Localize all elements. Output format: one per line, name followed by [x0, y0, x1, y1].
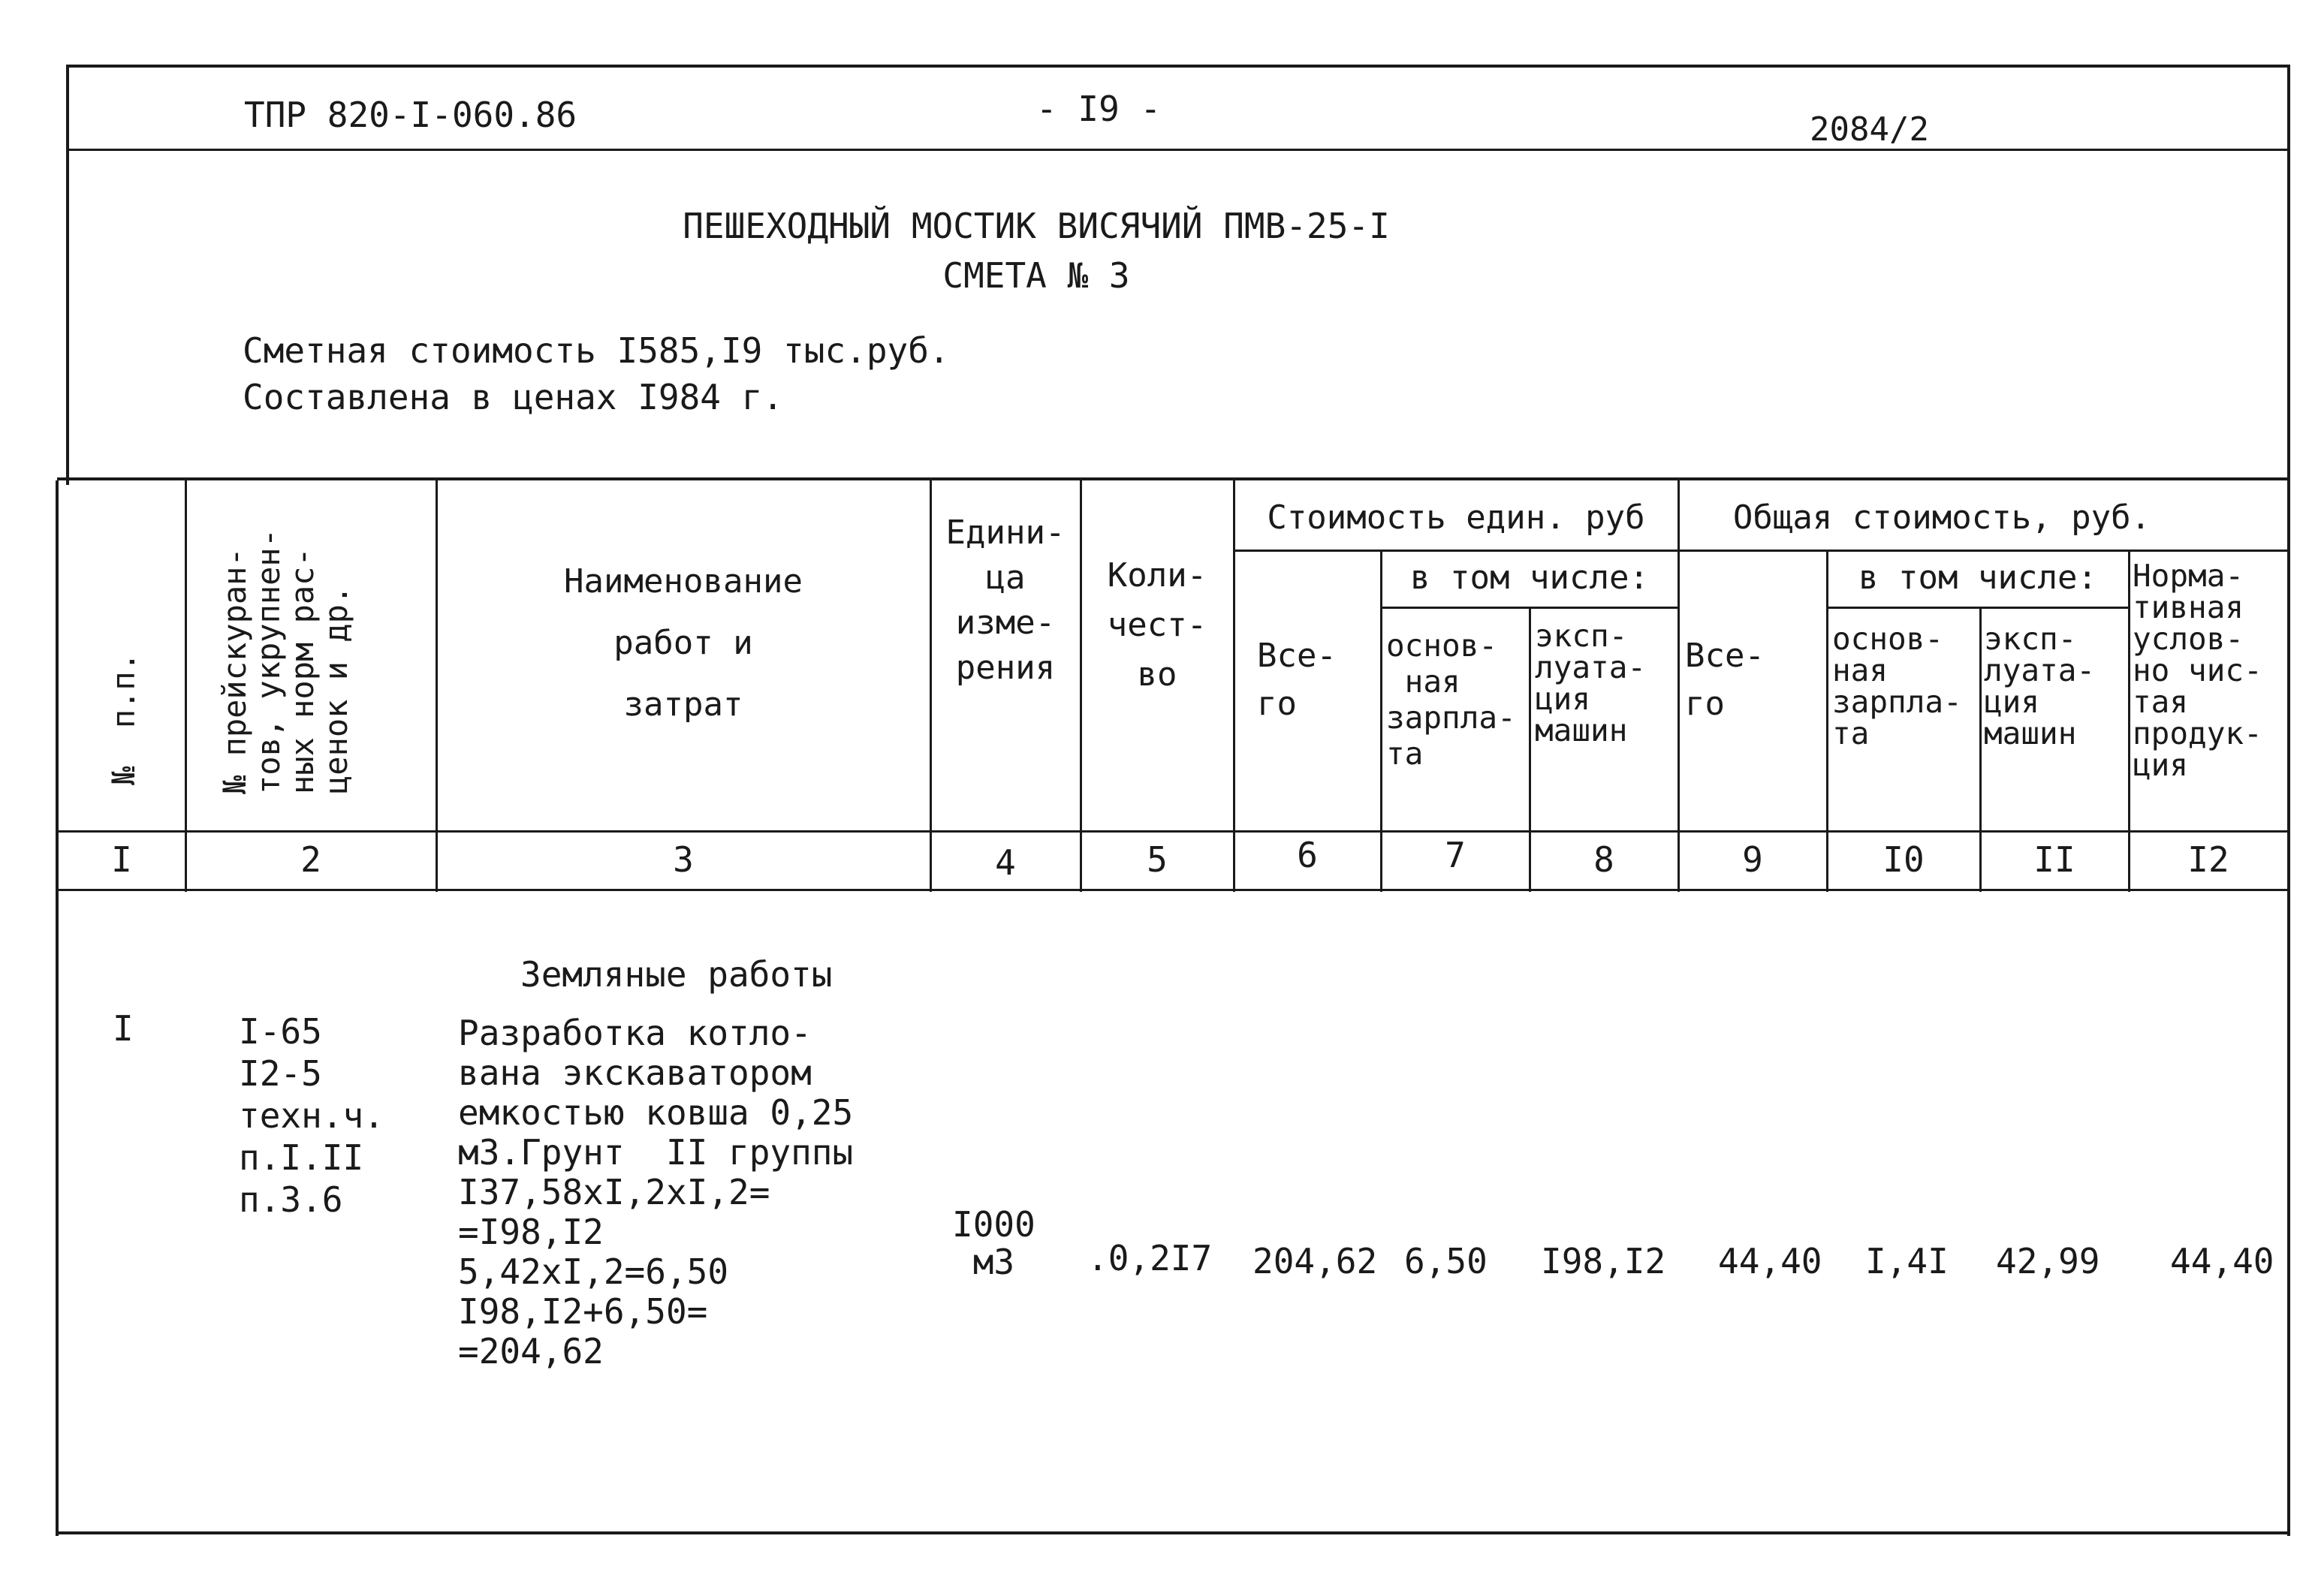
header-work-name: Наименование работ и затрат	[564, 562, 803, 724]
col-number-3: 3	[673, 839, 694, 880]
page-number: - I9 -	[1036, 89, 1162, 129]
header-unit-cost: Стоимость един. руб	[1267, 498, 1645, 537]
header-unit: Едини- ца изме- рения	[945, 513, 1066, 687]
header-total-machine: эксп- луата- ция машин	[1984, 621, 2096, 751]
price-basis: Составлена в ценах I984 г.	[243, 377, 784, 417]
incl-subline-2	[1826, 607, 2130, 609]
table-top	[57, 477, 2290, 480]
row-unit-wage: 6,50	[1404, 1241, 1488, 1281]
header-total-cost-incl: в том числе:	[1858, 559, 2097, 597]
row-price-refs: I-65 I2-5 техн.ч. п.I.II п.3.6	[239, 1011, 384, 1220]
header-total-cost: Общая стоимость, руб.	[1732, 498, 2151, 537]
header-row-number: № п.п.	[105, 652, 142, 785]
header-price-reference: № прейскуран- тов, укрупнен- ных норм рас- ценок и др.	[216, 528, 354, 794]
header-total-wage: основ- ная зарпла- та	[1832, 621, 1962, 751]
document-code: ТПР 820-I-060.86	[244, 95, 577, 135]
header-total: Все- го	[1685, 637, 1765, 723]
row-unit-total: 204,62	[1252, 1241, 1378, 1281]
row-unit-machine: I98,I2	[1541, 1241, 1666, 1281]
row-net-product: 44,40	[2170, 1241, 2274, 1281]
section-title: Земляные работы	[520, 954, 833, 995]
col-number-6: 6	[1297, 835, 1318, 875]
col-number-4: 4	[995, 842, 1016, 883]
col-number-5: 5	[1147, 839, 1168, 880]
header-bottom-line	[57, 830, 2287, 833]
row-total-machine: 42,99	[1996, 1241, 2100, 1281]
header-unit-machine: эксп- луата- ция машин	[1535, 618, 1647, 748]
row-unit: I000 м3	[952, 1204, 1035, 1282]
header-unit-wage: основ- ная зарпла- та	[1386, 628, 1516, 772]
col-number-1: I	[111, 839, 132, 880]
col-number-12: I2	[2187, 839, 2229, 880]
col-number-2: 2	[300, 839, 321, 880]
row-number: I	[113, 1008, 134, 1049]
frame-bottom	[56, 1531, 2290, 1534]
unit-cost-subline	[1233, 550, 2287, 552]
estimated-cost: Сметная стоимость I585,I9 тыс.руб.	[243, 330, 950, 371]
row-quantity: .0,2I7	[1087, 1238, 1213, 1278]
col-number-7: 7	[1445, 835, 1466, 875]
row-total: 44,40	[1718, 1241, 1822, 1281]
row-work-description: Разработка котло- вана экскаватором емкостью ковша 0,25 м3.Грунт II группы I37,58хI,2хI,2= =I98,I2 5,42хI,2=6,50 I98,I2+6,50= =204,62	[458, 1013, 854, 1372]
header-net-product: Норма- тивная услов- но чис- тая продук- ция	[2133, 558, 2262, 783]
estimate-number: СМЕТА № 3	[942, 255, 1130, 296]
incl-subline-1	[1380, 607, 1679, 609]
document-title: ПЕШЕХОДНЫЙ МОСТИК ВИСЯЧИЙ ПМВ-25-I	[683, 206, 1390, 246]
header-divider	[66, 149, 2290, 151]
header-unit-total: Все- го	[1257, 637, 1337, 723]
col-number-8: 8	[1593, 839, 1614, 880]
frame-left-bottom	[56, 480, 59, 1536]
col-number-9: 9	[1742, 839, 1763, 880]
row-total-wage: I,4I	[1865, 1241, 1949, 1281]
archive-stamp: 2084/2	[1810, 110, 1929, 149]
frame-right	[2287, 65, 2290, 1536]
header-quantity: Коли- чест- во	[1107, 556, 1207, 694]
col-number-10: I0	[1882, 839, 1925, 880]
frame-top	[68, 65, 2290, 68]
col-number-11: II	[2033, 839, 2075, 880]
number-row-bottom-line	[57, 889, 2287, 891]
header-unit-cost-incl: в том числе:	[1410, 559, 1649, 597]
